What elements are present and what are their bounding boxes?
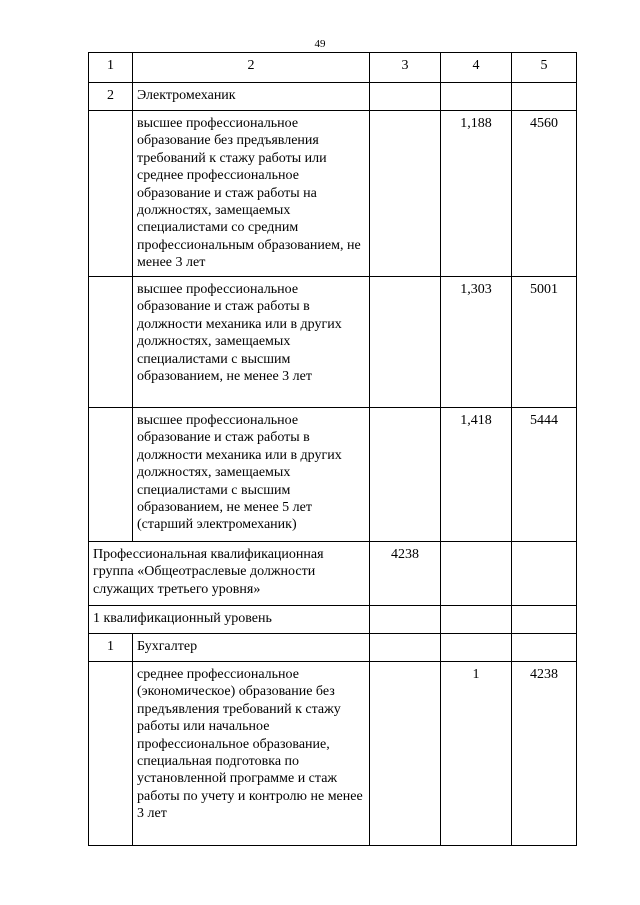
base-salary-cell — [370, 408, 441, 542]
coefficient-cell: 1,303 — [441, 277, 512, 408]
base-salary-cell — [370, 277, 441, 408]
salary-cell — [512, 542, 577, 606]
row-number — [89, 277, 133, 408]
requirement-text: среднее профессиональное (экономическое) образование без предъявления требований к стажу работы или начальное профессиональное образование, специальная подготовка по установленной программе и стаж работы по учету и контролю не менее 3 лет — [133, 662, 370, 846]
base-salary-cell — [370, 634, 441, 662]
coefficient-cell: 1,188 — [441, 111, 512, 277]
salary-cell: 4238 — [512, 662, 577, 846]
coefficient-cell — [441, 606, 512, 634]
salary-cell: 5444 — [512, 408, 577, 542]
header-cell-5: 5 — [512, 53, 577, 83]
row-number — [89, 662, 133, 846]
coefficient-cell — [441, 634, 512, 662]
tariff-table — [88, 52, 577, 846]
table-row-position — [89, 634, 577, 662]
table-row-requirement — [89, 662, 577, 846]
group-base-salary: 4238 — [370, 542, 441, 606]
qualification-level-title: 1 квалификационный уровень — [89, 606, 370, 634]
row-number — [89, 111, 133, 277]
header-cell-4: 4 — [441, 53, 512, 83]
page-number: 49 — [314, 38, 326, 50]
base-salary-cell — [370, 83, 441, 111]
salary-cell: 4560 — [512, 111, 577, 277]
coefficient-cell — [441, 542, 512, 606]
row-number: 1 — [89, 634, 133, 662]
table-row-level — [89, 606, 577, 634]
salary-cell — [512, 634, 577, 662]
header-cell-3: 3 — [370, 53, 441, 83]
coefficient-cell: 1,418 — [441, 408, 512, 542]
row-number — [89, 408, 133, 542]
requirement-text: высшее профессиональное образование без предъявления требований к стажу работы или среднее профессиональное образование и стаж работы на должностях, замещаемых специалистами со средним профессиональным образованием, не менее 3 лет — [133, 111, 370, 277]
base-salary-cell — [370, 111, 441, 277]
coefficient-cell — [441, 83, 512, 111]
salary-cell: 5001 — [512, 277, 577, 408]
requirement-text: высшее профессиональное образование и стаж работы в должности механика или в других должностях, замещаемых специалистами с высшим образованием, не менее 3 лет — [133, 277, 370, 408]
row-number: 2 — [89, 83, 133, 111]
position-title: Электромеханик — [133, 83, 370, 111]
coefficient-cell: 1 — [441, 662, 512, 846]
requirement-text: высшее профессиональное образование и стаж работы в должности механика или в других должностях, замещаемых специалистами с высшим образованием, не менее 5 лет (старший электромеханик) — [133, 408, 370, 542]
table-row-requirement — [89, 408, 577, 542]
header-cell-2: 2 — [133, 53, 370, 83]
table-header-row — [89, 53, 577, 83]
salary-cell — [512, 606, 577, 634]
base-salary-cell — [370, 606, 441, 634]
position-title: Бухгалтер — [133, 634, 370, 662]
table-row-group — [89, 542, 577, 606]
base-salary-cell — [370, 662, 441, 846]
salary-cell — [512, 83, 577, 111]
qualification-group-title: Профессиональная квалификационная группа «Общеотраслевые должности служащих третьего уровня» — [89, 542, 370, 606]
table-row-requirement — [89, 277, 577, 408]
table-row-position — [89, 83, 577, 111]
header-cell-1: 1 — [89, 53, 133, 83]
table-row-requirement — [89, 111, 577, 277]
